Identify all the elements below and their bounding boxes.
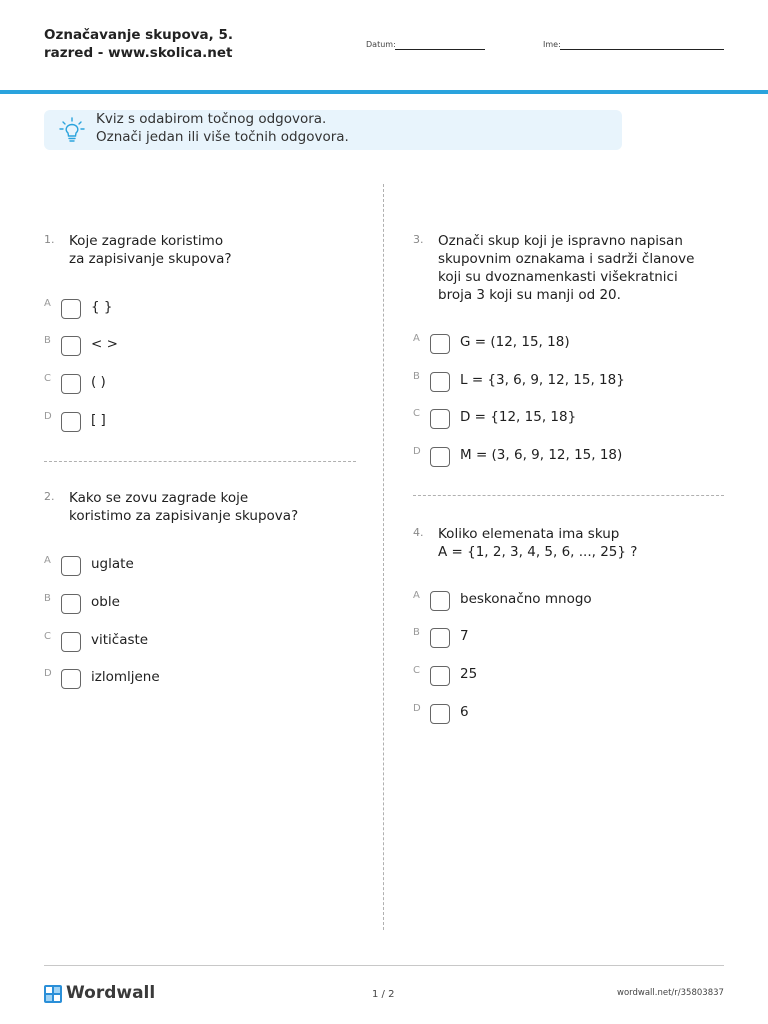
question-line: koji su dvoznamenkasti višekratnici bbox=[438, 269, 678, 285]
answer-checkbox[interactable] bbox=[61, 632, 81, 652]
question-divider bbox=[413, 495, 724, 496]
answer-checkbox[interactable] bbox=[430, 704, 450, 724]
answer-option bbox=[413, 408, 713, 432]
answer-option bbox=[44, 593, 344, 617]
option-letter: C bbox=[413, 408, 420, 419]
answer-option bbox=[413, 590, 713, 614]
option-text: vitičaste bbox=[91, 632, 149, 648]
header-accent-rule bbox=[0, 90, 768, 94]
option-letter: B bbox=[44, 335, 51, 346]
answer-option bbox=[44, 668, 344, 692]
option-letter: D bbox=[44, 411, 52, 422]
option-text: uglate bbox=[91, 556, 134, 572]
option-letter: A bbox=[413, 333, 420, 344]
question-number: 4. bbox=[413, 526, 424, 539]
option-text: M = (3, 6, 9, 12, 15, 18) bbox=[460, 447, 623, 463]
instruction-line: Označi jedan ili više točnih odgovora. bbox=[96, 129, 349, 145]
activity-url[interactable]: wordwall.net/r/35803837 bbox=[617, 988, 724, 998]
question-text bbox=[69, 232, 232, 268]
lightbulb-icon bbox=[58, 116, 86, 144]
name-field[interactable] bbox=[560, 49, 724, 50]
option-text: { } bbox=[91, 299, 113, 315]
answer-checkbox[interactable] bbox=[430, 628, 450, 648]
page-number: 1 / 2 bbox=[372, 989, 395, 1000]
answer-option bbox=[413, 703, 713, 727]
name-label: Ime: bbox=[543, 40, 561, 49]
option-text: D = {12, 15, 18} bbox=[460, 409, 577, 425]
answer-checkbox[interactable] bbox=[61, 412, 81, 432]
option-letter: B bbox=[44, 593, 51, 604]
option-letter: B bbox=[413, 371, 420, 382]
question-line: Koliko elemenata ima skup bbox=[438, 526, 620, 542]
instructions-text bbox=[96, 110, 349, 146]
option-letter: D bbox=[413, 703, 421, 714]
option-letter: D bbox=[413, 446, 421, 457]
option-text: L = {3, 6, 9, 12, 15, 18} bbox=[460, 372, 625, 388]
option-letter: A bbox=[44, 298, 51, 309]
answer-option bbox=[44, 298, 344, 322]
wordwall-logo-icon bbox=[44, 985, 62, 1003]
title-line: razred - www.skolica.net bbox=[44, 45, 233, 61]
option-text: 7 bbox=[460, 628, 469, 644]
option-text: oble bbox=[91, 594, 120, 610]
answer-option bbox=[44, 335, 344, 359]
date-field[interactable] bbox=[395, 49, 485, 50]
question-text bbox=[69, 489, 298, 525]
worksheet-title bbox=[44, 26, 284, 62]
option-text: < > bbox=[91, 336, 118, 352]
answer-checkbox[interactable] bbox=[430, 666, 450, 686]
option-letter: C bbox=[413, 665, 420, 676]
option-text: beskonačno mnogo bbox=[460, 591, 592, 607]
option-text: ( ) bbox=[91, 374, 106, 390]
answer-checkbox[interactable] bbox=[430, 591, 450, 611]
option-text: 25 bbox=[460, 666, 478, 682]
answer-option bbox=[44, 555, 344, 579]
answer-checkbox[interactable] bbox=[61, 669, 81, 689]
question-text bbox=[438, 525, 637, 561]
answer-checkbox[interactable] bbox=[61, 299, 81, 319]
answer-option bbox=[413, 446, 713, 470]
question-line: Označi skup koji je ispravno napisan bbox=[438, 233, 683, 249]
option-letter: C bbox=[44, 373, 51, 384]
answer-option bbox=[44, 631, 344, 655]
answer-option bbox=[44, 373, 344, 397]
question-number: 3. bbox=[413, 233, 424, 246]
question-line: broja 3 koji su manji od 20. bbox=[438, 287, 621, 303]
question-line: koristimo za zapisivanje skupova? bbox=[69, 508, 299, 524]
question-line: skupovnim oznakama i sadrži članove bbox=[438, 251, 695, 267]
answer-checkbox[interactable] bbox=[430, 409, 450, 429]
answer-checkbox[interactable] bbox=[61, 556, 81, 576]
option-text: izlomljene bbox=[91, 669, 160, 685]
logo-text: Wordwall bbox=[66, 983, 156, 1003]
question-line: A = {1, 2, 3, 4, 5, 6, ..., 25} ? bbox=[438, 544, 638, 560]
option-text: 6 bbox=[460, 704, 469, 720]
question-text bbox=[438, 232, 694, 304]
question-number: 1. bbox=[44, 233, 55, 246]
answer-option bbox=[44, 411, 344, 435]
question-line: Kako se zovu zagrade koje bbox=[69, 490, 249, 506]
answer-checkbox[interactable] bbox=[61, 594, 81, 614]
option-letter: B bbox=[413, 627, 420, 638]
answer-option bbox=[413, 371, 713, 395]
instructions-box bbox=[44, 110, 622, 150]
answer-option bbox=[413, 627, 713, 651]
answer-checkbox[interactable] bbox=[61, 336, 81, 356]
instruction-line: Kviz s odabirom točnog odgovora. bbox=[96, 111, 327, 127]
answer-checkbox[interactable] bbox=[430, 372, 450, 392]
answer-checkbox[interactable] bbox=[61, 374, 81, 394]
option-letter: D bbox=[44, 668, 52, 679]
date-label: Datum: bbox=[366, 40, 396, 49]
question-line: za zapisivanje skupova? bbox=[69, 251, 232, 267]
question-line: Koje zagrade koristimo bbox=[69, 233, 224, 249]
answer-checkbox[interactable] bbox=[430, 334, 450, 354]
option-letter: A bbox=[44, 555, 51, 566]
answer-option bbox=[413, 333, 713, 357]
footer-rule bbox=[44, 965, 724, 966]
question-number: 2. bbox=[44, 490, 55, 503]
column-divider bbox=[383, 184, 384, 930]
question-divider bbox=[44, 461, 356, 462]
option-text: [ ] bbox=[91, 412, 106, 428]
title-line: Označavanje skupova, 5. bbox=[44, 27, 233, 43]
answer-option bbox=[413, 665, 713, 689]
page-header bbox=[0, 0, 768, 90]
answer-checkbox[interactable] bbox=[430, 447, 450, 467]
option-text: G = (12, 15, 18) bbox=[460, 334, 570, 350]
option-letter: C bbox=[44, 631, 51, 642]
option-letter: A bbox=[413, 590, 420, 601]
